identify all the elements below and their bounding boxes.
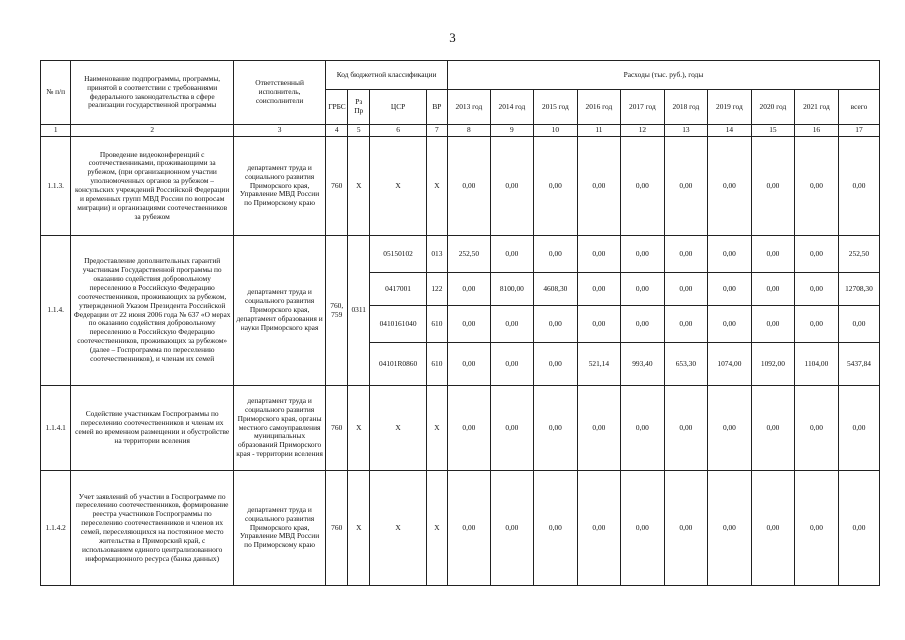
column-number: 8 bbox=[447, 125, 490, 137]
column-number: 17 bbox=[838, 125, 879, 137]
table-row bbox=[41, 386, 880, 471]
row-grbs: 760 bbox=[326, 386, 348, 471]
row-value: 0,00 bbox=[577, 236, 620, 273]
row-grbs: 760, 759 bbox=[326, 236, 348, 386]
row-value: 0,00 bbox=[490, 236, 533, 273]
column-number: 9 bbox=[490, 125, 533, 137]
column-number: 4 bbox=[326, 125, 348, 137]
row-total: 5437,84 bbox=[838, 343, 879, 386]
row-value: 0,00 bbox=[751, 236, 794, 273]
row-value: 0,00 bbox=[447, 306, 490, 343]
table-row bbox=[41, 471, 880, 586]
row-csr: 05150102 bbox=[370, 236, 427, 273]
column-number-row bbox=[41, 125, 880, 137]
row-value: 0,00 bbox=[447, 137, 490, 236]
row-number: 1.1.3. bbox=[41, 137, 71, 236]
row-value: 0,00 bbox=[794, 137, 838, 236]
row-vr: Х bbox=[426, 137, 447, 236]
row-csr: Х bbox=[370, 471, 427, 586]
row-value: 0,00 bbox=[577, 137, 620, 236]
row-value: 0,00 bbox=[751, 471, 794, 586]
row-value: 0,00 bbox=[664, 306, 707, 343]
row-value: 0,00 bbox=[447, 386, 490, 471]
row-rzpr: Х bbox=[348, 137, 370, 236]
row-name: Учет заявлений об участии в Госпрограмме по переселению соотечественников, формирование реестра участников Госпрограммы по переселению соотечественников и членов их семей, переселяющихся на постоянное место жительства в Приморский край, с использованием единого централизованного информационного ресурса (банка данных) bbox=[71, 471, 234, 586]
row-value: 0,00 bbox=[577, 306, 620, 343]
row-value: 0,00 bbox=[707, 471, 751, 586]
row-value: 0,00 bbox=[707, 137, 751, 236]
header-csr: ЦСР bbox=[370, 90, 427, 125]
column-number: 13 bbox=[664, 125, 707, 137]
row-value: 0,00 bbox=[533, 137, 577, 236]
row-value: 0,00 bbox=[707, 236, 751, 273]
row-total: 12708,30 bbox=[838, 273, 879, 306]
row-value: 0,00 bbox=[751, 306, 794, 343]
row-value: 0,00 bbox=[620, 386, 664, 471]
header-year: 2016 год bbox=[577, 90, 620, 125]
header-grbs: ГРБС bbox=[326, 90, 348, 125]
row-value: 0,00 bbox=[664, 236, 707, 273]
header-year: 2014 год bbox=[490, 90, 533, 125]
row-value: 0,00 bbox=[533, 386, 577, 471]
header-vr: ВР bbox=[426, 90, 447, 125]
row-total: 252,50 bbox=[838, 236, 879, 273]
row-csr: 04101R0860 bbox=[370, 343, 427, 386]
row-value: 4608,30 bbox=[533, 273, 577, 306]
row-value: 1104,00 bbox=[794, 343, 838, 386]
row-vr: 013 bbox=[426, 236, 447, 273]
row-value: 0,00 bbox=[620, 471, 664, 586]
column-number: 10 bbox=[533, 125, 577, 137]
row-executor: департамент труда и социального развития Приморского края, органы местного самоуправления муниципальных образований Приморского края - территории вселения bbox=[233, 386, 325, 471]
row-value: 0,00 bbox=[533, 236, 577, 273]
row-executor: департамент труда и социального развития Приморского края, Управление МВД России по Приморскому краю bbox=[233, 137, 325, 236]
row-vr: 610 bbox=[426, 306, 447, 343]
row-value: 0,00 bbox=[533, 471, 577, 586]
row-value: 0,00 bbox=[490, 386, 533, 471]
row-value: 0,00 bbox=[533, 343, 577, 386]
header-expenses: Расходы (тыс. руб.), годы bbox=[447, 61, 879, 90]
header-name: Наименование подпрограммы, программы, принятой в соответствии с требованиями федерального законодательства в сфере реализации государственной программы bbox=[71, 61, 234, 125]
row-value: 0,00 bbox=[533, 306, 577, 343]
row-vr: Х bbox=[426, 471, 447, 586]
row-value: 0,00 bbox=[794, 236, 838, 273]
column-number: 2 bbox=[71, 125, 234, 137]
header-rzpr: Рз Пр bbox=[348, 90, 370, 125]
row-value: 0,00 bbox=[664, 471, 707, 586]
header-num: № п/п bbox=[41, 61, 71, 125]
column-number: 14 bbox=[707, 125, 751, 137]
row-vr: Х bbox=[426, 386, 447, 471]
row-value: 0,00 bbox=[794, 273, 838, 306]
row-value: 0,00 bbox=[490, 137, 533, 236]
header-row-top bbox=[41, 61, 880, 90]
row-total: 0,00 bbox=[838, 306, 879, 343]
row-rzpr: Х bbox=[348, 386, 370, 471]
header-executor: Ответственный исполнитель, соисполнители bbox=[233, 61, 325, 125]
row-value: 993,40 bbox=[620, 343, 664, 386]
row-value: 0,00 bbox=[490, 343, 533, 386]
row-total: 0,00 bbox=[838, 386, 879, 471]
row-csr: 0410161040 bbox=[370, 306, 427, 343]
row-value: 0,00 bbox=[794, 471, 838, 586]
row-value: 0,00 bbox=[577, 386, 620, 471]
row-total: 0,00 bbox=[838, 471, 879, 586]
column-number: 16 bbox=[794, 125, 838, 137]
row-value: 0,00 bbox=[794, 306, 838, 343]
row-name: Предоставление дополнительных гарантий участникам Государственной программы по оказанию содействия добровольному переселению в Российскую Федерацию соотечественников, проживающих за рубежом, утвержденной Указом Президента Российской Федерации от 22 июня 2006 года № 637 «О мерах по оказанию содействия добровольному переселению в Российскую Федерацию соотечественников, проживающих за рубежом» (далее – Госпрограмма по переселению соотечественников), и членам их семей bbox=[71, 236, 234, 386]
row-value: 0,00 bbox=[664, 137, 707, 236]
row-value: 1092,00 bbox=[751, 343, 794, 386]
row-grbs: 760 bbox=[326, 471, 348, 586]
row-value: 8100,00 bbox=[490, 273, 533, 306]
row-value: 1074,00 bbox=[707, 343, 751, 386]
row-value: 0,00 bbox=[620, 236, 664, 273]
row-csr: Х bbox=[370, 386, 427, 471]
row-value: 653,30 bbox=[664, 343, 707, 386]
row-value: 521,14 bbox=[577, 343, 620, 386]
row-csr: Х bbox=[370, 137, 427, 236]
header-year: 2018 год bbox=[664, 90, 707, 125]
header-year: 2017 год bbox=[620, 90, 664, 125]
row-value: 0,00 bbox=[447, 343, 490, 386]
row-number: 1.1.4. bbox=[41, 236, 71, 386]
header-year: 2019 год bbox=[707, 90, 751, 125]
row-rzpr: Х bbox=[348, 471, 370, 586]
column-number: 6 bbox=[370, 125, 427, 137]
header-year: 2015 год bbox=[533, 90, 577, 125]
row-value: 0,00 bbox=[664, 386, 707, 471]
row-executor: департамент труда и социального развития Приморского края, Управление МВД России по Приморскому краю bbox=[233, 471, 325, 586]
row-value: 0,00 bbox=[751, 137, 794, 236]
header-year: 2020 год bbox=[751, 90, 794, 125]
column-number: 15 bbox=[751, 125, 794, 137]
column-number: 1 bbox=[41, 125, 71, 137]
row-name: Содействие участникам Госпрограммы по переселению соотечественников и членам их семей во временном размещении и обустройстве на территории вселения bbox=[71, 386, 234, 471]
row-number: 1.1.4.1 bbox=[41, 386, 71, 471]
row-grbs: 760 bbox=[326, 137, 348, 236]
row-value: 0,00 bbox=[794, 386, 838, 471]
column-number: 7 bbox=[426, 125, 447, 137]
row-vr: 122 bbox=[426, 273, 447, 306]
row-number: 1.1.4.2 bbox=[41, 471, 71, 586]
row-vr: 610 bbox=[426, 343, 447, 386]
header-budget-code: Код бюджетной классификации bbox=[326, 61, 448, 90]
row-value: 0,00 bbox=[664, 273, 707, 306]
row-csr: 0417001 bbox=[370, 273, 427, 306]
row-value: 0,00 bbox=[620, 137, 664, 236]
row-value: 0,00 bbox=[751, 273, 794, 306]
row-value: 0,00 bbox=[577, 471, 620, 586]
header-total: всего bbox=[838, 90, 879, 125]
header-year: 2021 год bbox=[794, 90, 838, 125]
column-number: 12 bbox=[620, 125, 664, 137]
row-value: 0,00 bbox=[620, 273, 664, 306]
row-total: 0,00 bbox=[838, 137, 879, 236]
column-number: 5 bbox=[348, 125, 370, 137]
row-value: 0,00 bbox=[577, 273, 620, 306]
budget-table bbox=[40, 60, 880, 586]
page-number: 3 bbox=[449, 30, 456, 45]
row-value: 0,00 bbox=[707, 386, 751, 471]
row-value: 0,00 bbox=[447, 471, 490, 586]
row-value: 0,00 bbox=[490, 306, 533, 343]
row-value: 252,50 bbox=[447, 236, 490, 273]
row-value: 0,00 bbox=[447, 273, 490, 306]
row-value: 0,00 bbox=[751, 386, 794, 471]
row-name: Проведение видеоконференций с соотечественниками, проживающими за рубежом, (при организационном участии уполномоченных органов за рубежом – консульских учреждений Российской Федерации и временных групп МВД России по вопросам миграции) и организациями соотечественников за рубежом bbox=[71, 137, 234, 236]
row-value: 0,00 bbox=[620, 306, 664, 343]
row-rzpr: 0311 bbox=[348, 236, 370, 386]
column-number: 3 bbox=[233, 125, 325, 137]
table-row bbox=[41, 137, 880, 236]
row-value: 0,00 bbox=[490, 471, 533, 586]
row-executor: департамент труда и социального развития Приморского края, департамент образования и науки Приморского края bbox=[233, 236, 325, 386]
table-row bbox=[41, 236, 880, 273]
row-value: 0,00 bbox=[707, 306, 751, 343]
header-year: 2013 год bbox=[447, 90, 490, 125]
column-number: 11 bbox=[577, 125, 620, 137]
row-value: 0,00 bbox=[707, 273, 751, 306]
